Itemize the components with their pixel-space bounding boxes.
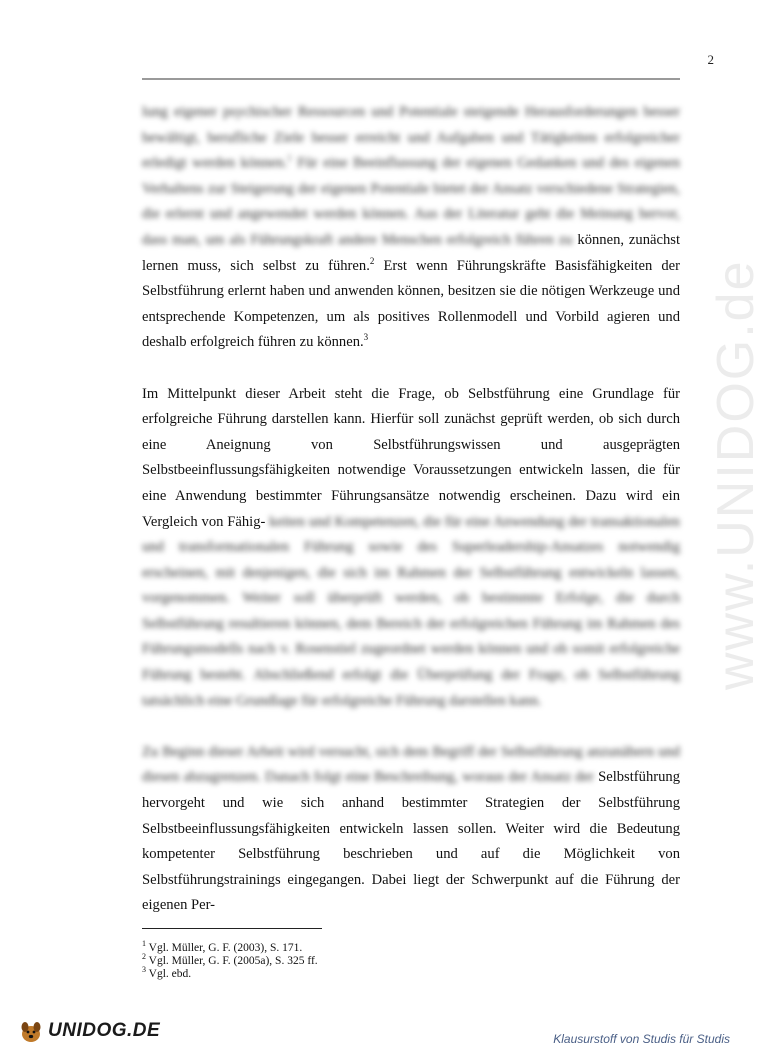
footnote-rule: [142, 928, 322, 929]
blurred-text: lung eigener psychischer Ressourcen und Potentiale steigende Herausforderungen besser bewältigt, berufliche Ziele besser erreicht und Aufgaben und Tätigkeiten erfolgreicher erledigt werden können.: [142, 104, 680, 172]
watermark: www.UNIDOG.de: [707, 259, 765, 690]
header-rule: [142, 78, 680, 80]
paragraph-2: [142, 382, 680, 715]
dog-logo-icon: [18, 1018, 44, 1044]
blurred-text: keiten und Kompetenzen, die für eine Anwendung der transaktionalen und transformationalen Führung sowie des Superleadership-Ansatzes notwendig erscheinen, mit denjenigen, die sich im Rahmen der Selbstführung entwickeln lassen, vorgenommen. Weiter soll überprüft werden, ob bestimmte Erfolge, die durch Selbstführung resultieren können, dem Bereich der erfolgreichen Führung im Rahmen des Führungsmodells nach v. Rosenstiel zugeordnet werden können und ob somit erfolgreiche Führung besteht. Abschließend erfolgt die Überprüfung der Frage, ob Selbstführung tatsächlich eine Grundlage für erfolgreiche Führung darstellen kann.: [142, 513, 680, 709]
logo-text: UNIDOG.DE: [48, 1020, 161, 1041]
footer-tagline: Klausurstoff von Studis für Studis: [553, 1032, 730, 1046]
footnote-2: $^2$ Vgl. Müller, G. F. (2005a), S. 325 ff.: [142, 952, 318, 967]
footnote-1: $^1$ Vgl. Müller, G. F. (2003), S. 171.: [142, 939, 303, 954]
footnotes: [142, 939, 682, 981]
paragraph-3: [142, 740, 680, 919]
clear-text: Selbstführung hervorgeht und wie sich anhand bestimmter Strategien der Selbstführung Selbstbeeinflussungsfähigkeiten entwickeln lassen sollen. Weiter wird die Bedeutung kompetenter Selbstführung beschrieben und auf die Möglichkeit von Selbstführungstrainings eingegangen. Dabei liegt der Schwerpunkt auf die Führung der eigenen Per-: [142, 769, 680, 914]
clear-text: Im Mittelpunkt dieser Arbeit steht die Frage, ob Selbstführung eine Grundlage für erfolgreiche Führung darstellen kann. Hierfür soll zunächst geprüft werden, ob sich durch eine Aneignung von Selbstführungswissen und ausgeprägten Selbstbeeinflussungsfähigkeiten notwendige Voraussetzungen entwickeln lassen, die für eine Anwendung bestimmter Führungsansätze notwendig erscheinen. Dazu wird ein Vergleich von Fähig-: [142, 385, 680, 530]
blurred-text: Für eine Beeinflussung der eigenen Gedanken und des eigenen Verhaltens zur Steigerung der eigenen Potentiale bietet der Ansatz verschiedene Strategien, die erlernt und angewendet werden können. Aus der Literatur geht die Meinung hervor, dass man, um als Führungskraft andere Menschen erfolgreich führen zu: [142, 155, 680, 248]
paragraph-1: lung eigener psychischer Ressourcen und Potentiale steigende Herausforderungen besser bewältigt, berufliche Ziele besser erreicht und Aufgaben und Tätigkeiten erfolgreicher erledigt werden können.$^1$ Für eine Beeinflussung der eigenen Gedanken und des eigenen Verhaltens zur Steigerung der eigenen Potentiale bietet der Ansatz verschiedene Strategien, die erlernt und angewendet werden können. Aus der Literatur geht die Meinung hervor, dass man, um als Führungskraft andere Menschen erfolgreich führen zu können, zunächst lernen muss, sich selbst zu führen.$^2$ Erst wenn Führungskräfte Basisfähigkeiten der Selbstführung erlernt haben und anwenden können, besitzen sie die nötigen Werkzeuge und entsprechende Kompetenzen, um als positives Rollenmodell und Vorbild agieren und deshalb erfolgreich führen zu können.$^3$: [142, 104, 680, 351]
footnote-3: $^3$ Vgl. ebd.: [142, 965, 192, 980]
clear-text: Erst wenn Führungskräfte Basisfähigkeiten der Selbstführung erlernt haben und anwenden können, besitzen sie die nötigen Werkzeuge und entsprechende Kompetenzen, um als positives Rollenmodell und Vorbild agieren und deshalb erfolgreich führen zu können.: [142, 257, 680, 351]
body-text: [142, 100, 680, 919]
page-number: 2: [707, 52, 714, 67]
blurred-text: Zu Beginn dieser Arbeit wird versucht, sich dem Begriff der Selbstführung anzunähern und diesen abzugrenzen. Danach folgt eine Beschreibung, woraus der Ansatz der: [142, 743, 680, 786]
clear-text: können, zunächst lernen muss, sich selbst zu führen.: [142, 231, 680, 274]
unidog-logo[interactable]: [18, 1018, 160, 1044]
